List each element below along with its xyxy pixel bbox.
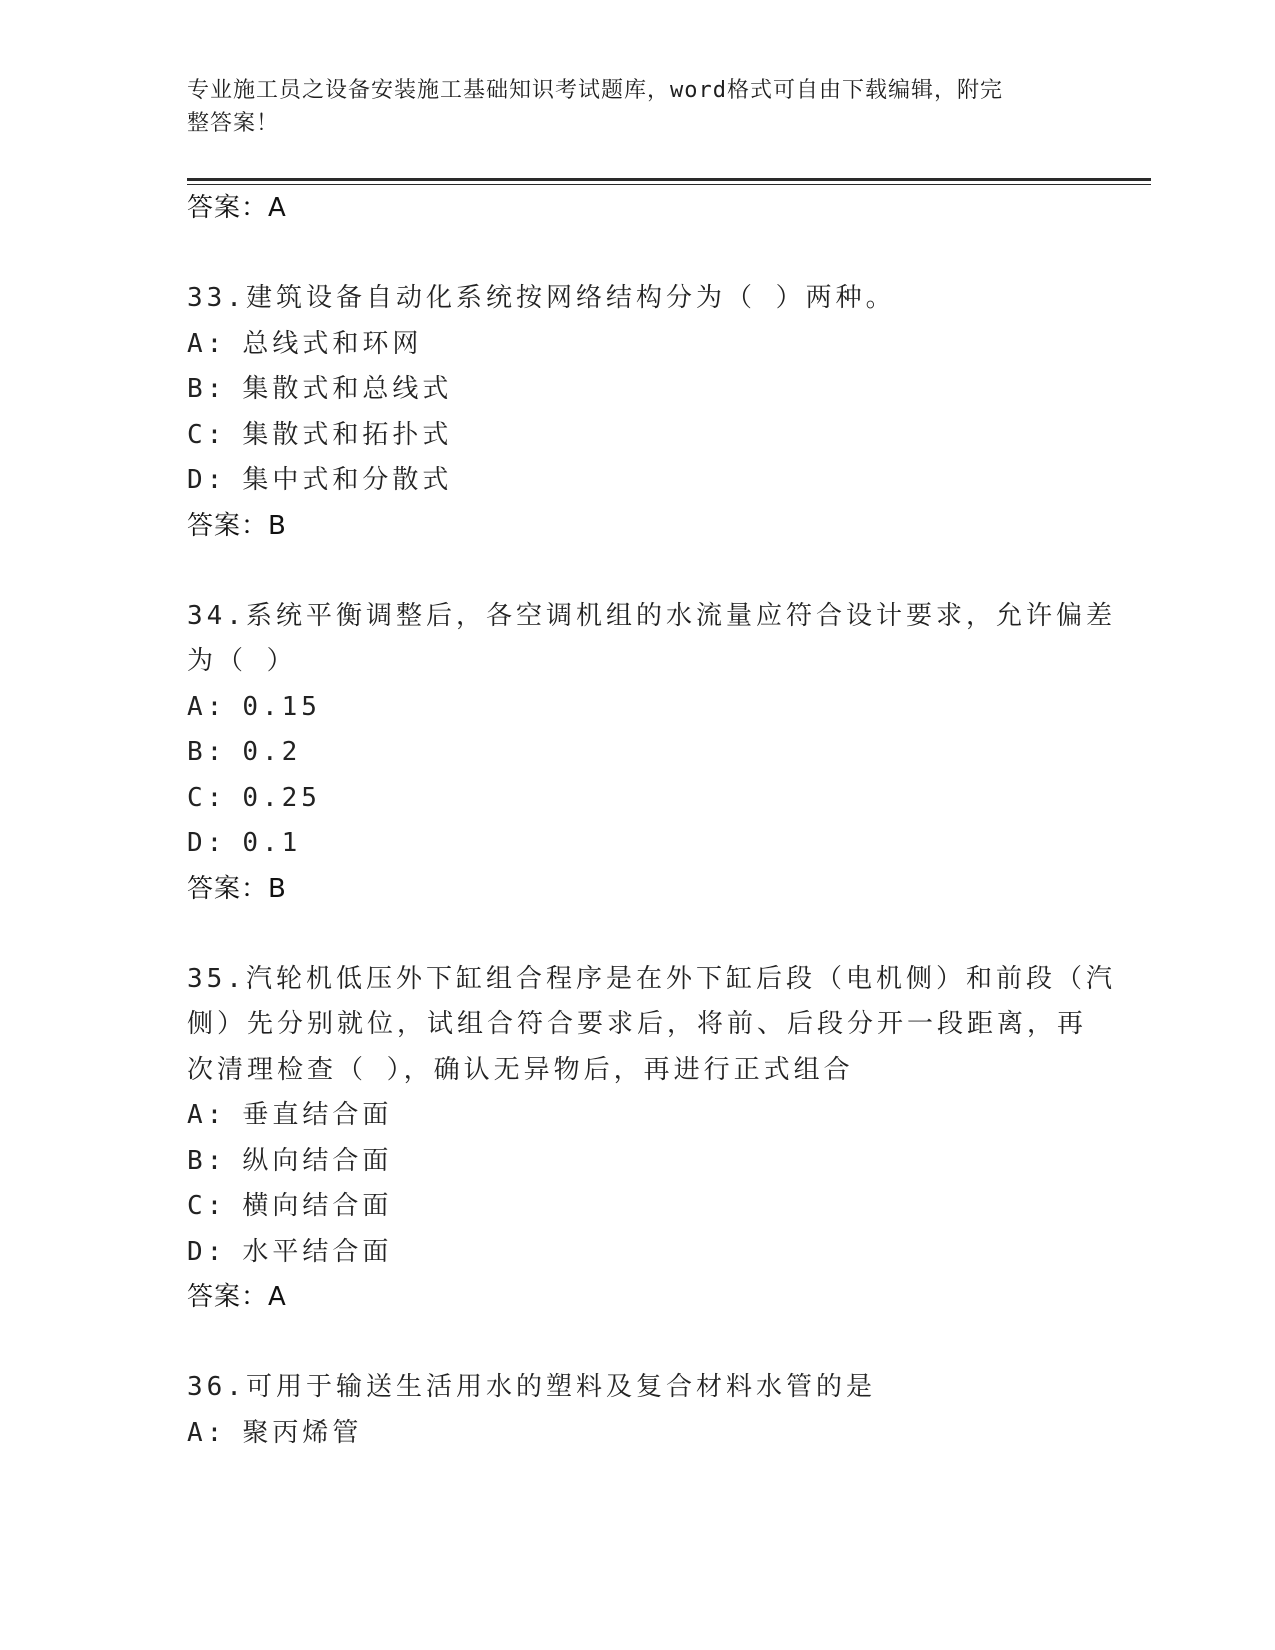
question-block xyxy=(187,957,1116,1321)
option-a xyxy=(187,685,1087,731)
option-a xyxy=(187,322,1087,368)
option-d xyxy=(187,821,1087,867)
option-text: 聚丙烯管 xyxy=(242,1417,363,1448)
option-key: D: xyxy=(187,465,227,495)
question-block xyxy=(187,1365,1087,1456)
question-stem-line: 36.可用于输送生活用水的塑料及复合材料水管的是 xyxy=(187,1372,876,1402)
answer-line: 答案：A xyxy=(187,193,287,223)
question-stem xyxy=(187,957,1116,1094)
option-d xyxy=(187,1230,1087,1276)
option-key: D: xyxy=(187,828,227,858)
option-text: 集中式和分散式 xyxy=(242,465,453,495)
answer-line: 答案：A xyxy=(187,1282,287,1312)
option-key: B: xyxy=(187,737,227,767)
option-d xyxy=(187,458,1087,504)
question-list xyxy=(187,186,1116,1456)
option-c xyxy=(187,1184,1087,1230)
header-rule-thick xyxy=(187,178,1151,181)
question-stem-line: 为（ ） xyxy=(187,646,297,676)
option-b xyxy=(187,1139,1087,1185)
question-stem-line: 次清理检查（ ），确认无异物后，再进行正式组合 xyxy=(187,1054,854,1085)
question-stem-line: 34.系统平衡调整后，各空调机组的水流量应符合设计要求，允许偏差 xyxy=(187,600,1116,631)
header-line-1: 专业施工员之设备安装施工基础知识考试题库，word格式可自由下载编辑，附完 xyxy=(187,78,1003,103)
option-key: B: xyxy=(187,1145,227,1176)
option-key: A: xyxy=(187,328,227,359)
option-key: B: xyxy=(187,374,227,404)
option-key: C: xyxy=(187,419,227,450)
header-line-2: 整答案！ xyxy=(187,111,280,136)
option-b xyxy=(187,367,1087,413)
option-text: 0.25 xyxy=(242,782,321,813)
option-text: 0.15 xyxy=(242,691,321,722)
question-stem xyxy=(187,594,1116,685)
option-a xyxy=(187,1093,1087,1139)
option-text: 垂直结合面 xyxy=(242,1100,393,1130)
option-key: A: xyxy=(187,691,227,722)
option-c xyxy=(187,413,1087,459)
option-c xyxy=(187,776,1087,822)
option-text: 横向结合面 xyxy=(242,1191,393,1221)
page-header xyxy=(187,74,1067,140)
question-stem-line: 33.建筑设备自动化系统按网络结构分为（ ）两种。 xyxy=(187,283,896,313)
question-stem-line: 侧）先分别就位，试组合符合要求后，将前、后段分开一段距离，再 xyxy=(187,1009,1088,1039)
option-text: 集散式和总线式 xyxy=(242,374,453,404)
question-stem-line: 35.汽轮机低压外下缸组合程序是在外下缸后段（电机侧）和前段（汽 xyxy=(187,963,1116,994)
question-block xyxy=(187,594,1116,912)
option-b xyxy=(187,730,1087,776)
question-stem xyxy=(187,1365,1087,1411)
option-key: C: xyxy=(187,782,227,813)
option-key: C: xyxy=(187,1191,227,1221)
question-block xyxy=(187,276,1087,549)
option-text: 纵向结合面 xyxy=(242,1145,393,1176)
question-stem xyxy=(187,276,1087,322)
option-text: 0.1 xyxy=(242,828,302,858)
option-text: 0.2 xyxy=(242,737,302,767)
option-key: A: xyxy=(187,1100,227,1130)
option-key: A: xyxy=(187,1417,227,1448)
header-rule-thin xyxy=(187,184,1151,185)
option-a xyxy=(187,1411,1087,1457)
option-text: 总线式和环网 xyxy=(242,328,423,359)
option-text: 集散式和拓扑式 xyxy=(242,419,453,450)
option-key: D: xyxy=(187,1236,227,1267)
option-text: 水平结合面 xyxy=(242,1236,393,1267)
answer-line: 答案：B xyxy=(187,510,287,541)
answer-line: 答案：B xyxy=(187,873,287,904)
